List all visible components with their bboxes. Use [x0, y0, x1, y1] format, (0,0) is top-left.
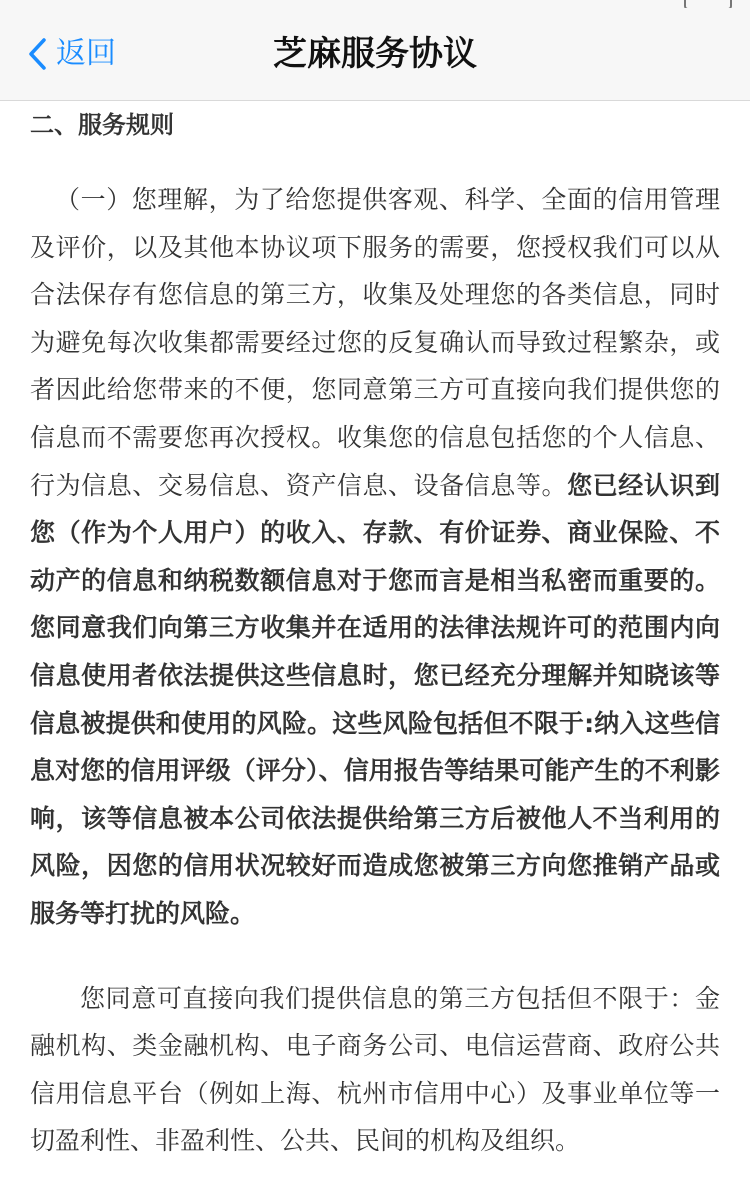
agreement-content	[30, 103, 720, 1165]
paragraph-1-normal: （一）您理解，为了给您提供客观、科学、全面的信用管理及评价，以及其他本协议项下服务的需要，您授权我们可以从合法保存有您信息的第三方，收集及处理您的各类信息，同时为避免每次收集都需要经过您的反复确认而导致过程繁杂，或者因此给您带来的不便，您同意第三方可直接向我们提供您的信息而不需要您再次授权。收集您的信息包括您的个人信息、行为信息、交易信息、资产信息、设备信息等。	[30, 185, 720, 500]
navigation-bar	[0, 8, 750, 101]
battery-icon	[684, 0, 732, 8]
section-heading: 二、服务规则	[30, 111, 174, 139]
status-bar	[0, 0, 750, 8]
paragraph-1	[30, 176, 720, 938]
paragraph-2: 您同意可直接向我们提供信息的第三方包括但不限于：金融机构、类金融机构、电子商务公司、电信运营商、政府公共信用信息平台（例如上海、杭州市信用中心）及事业单位等一切盈利性、非盈利性、公共、民间的机构及组织。	[30, 983, 720, 1156]
paragraph-1-bold: 您已经认识到您（作为个人用户）的收入、存款、有价证券、商业保险、不动产的信息和纳税数额信息对于您而言是相当私密而重要的。您同意我们向第三方收集并在适用的法律法规许可的范围内向信息使用者依法提供这些信息时，您已经充分理解并知晓该等信息被提供和使用的风险。这些风险包括但不限于:纳入这些信息对您的信用评级（评分）、信用报告等结果可能产生的不利影响，该等信息被本公司依法提供给第三方后被他人不当利用的风险，因您的信用状况较好而造成您被第三方向您推销产品或服务等打扰的风险。	[30, 470, 720, 928]
back-label: 返回	[56, 36, 116, 71]
page-title: 芝麻服务协议	[273, 34, 477, 74]
